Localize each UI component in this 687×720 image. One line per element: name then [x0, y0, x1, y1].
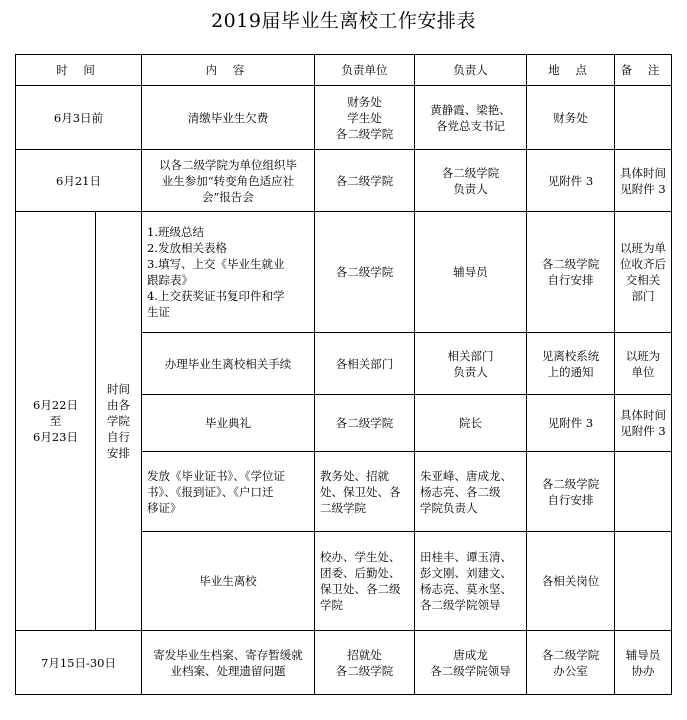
- text-line: 交相关: [625, 273, 661, 287]
- text-line: 位收齐后: [620, 257, 666, 271]
- note-cell: [615, 86, 672, 150]
- dept-cell: [315, 150, 415, 212]
- text-line: 各相关部门: [335, 356, 394, 371]
- text-line: 辅导员: [453, 265, 488, 279]
- text-line: 院长: [459, 416, 482, 430]
- note-cell: [615, 532, 672, 631]
- location-cell: [527, 452, 615, 532]
- text-line: 各相关岗位: [541, 574, 600, 588]
- table-row: [16, 86, 672, 150]
- header-time: 时 间: [16, 55, 142, 86]
- note-cell: [615, 452, 672, 532]
- text-line: 以各二级学院为单位组织毕: [159, 157, 297, 172]
- text-line: 各二级学院领导: [430, 663, 511, 678]
- header-location: 地 点: [527, 55, 615, 86]
- table-row: [16, 150, 672, 212]
- content-cell: [142, 452, 315, 532]
- content-cell: [142, 333, 315, 395]
- time-cell: 7月15日-30日: [16, 631, 142, 695]
- time-cell: 6月3日前: [16, 86, 142, 150]
- dept-cell: [315, 395, 415, 452]
- text-line: 6月22日: [33, 398, 78, 412]
- text-line: 书》、《报到证》、《户口迁: [147, 484, 274, 499]
- dept-cell: [315, 212, 415, 333]
- text-line: 自行安排: [547, 492, 594, 507]
- text-line: 生证: [147, 305, 170, 319]
- header-content: 内 容: [142, 55, 315, 86]
- text-line: 部门: [631, 289, 655, 303]
- text-line: 田桂丰、谭玉清、: [420, 550, 512, 564]
- text-line: 各二级学院领导: [420, 598, 501, 612]
- text-line: 2.发放相关表格: [147, 241, 227, 255]
- text-line: 协办: [631, 663, 655, 678]
- schedule-table: [15, 54, 672, 695]
- text-line: 见附件 3: [547, 173, 594, 188]
- text-line: 辅导员: [625, 647, 661, 662]
- text-line: 杨志亮、各二级: [420, 484, 501, 499]
- text-line: 负责人: [453, 364, 488, 379]
- table-row: [16, 631, 672, 695]
- person-cell: [415, 86, 527, 150]
- text-line: 移证》: [147, 500, 182, 515]
- text-line: 以班为单: [620, 241, 666, 255]
- content-cell: 清缴毕业生欠费: [142, 86, 315, 150]
- header-person: 负责人: [415, 55, 527, 86]
- text-line: 朱亚峰、唐成龙、: [420, 468, 512, 483]
- text-line: 财务处: [347, 94, 382, 109]
- text-line: 保卫处、各二级: [320, 582, 401, 596]
- text-line: 办理毕业生离校相关手续: [164, 356, 292, 371]
- person-cell: [415, 212, 527, 333]
- text-line: 各二级学院: [335, 265, 394, 279]
- content-cell: [142, 532, 315, 631]
- text-line: 见附件 3: [620, 424, 666, 438]
- dept-cell: [315, 631, 415, 695]
- note-cell: [615, 631, 672, 695]
- location-cell: [527, 333, 615, 395]
- page-title: 2019届毕业生离校工作安排表: [211, 10, 476, 32]
- content-cell: [142, 150, 315, 212]
- text-line: 彭文刚、刘建文、: [420, 566, 512, 580]
- text-line: 办公室: [553, 663, 588, 678]
- note-cell: [615, 212, 672, 333]
- text-line: 由各: [107, 398, 130, 412]
- text-line: 自行安排: [547, 273, 594, 287]
- text-line: 业档案、处理遗留问题: [170, 663, 286, 678]
- text-line: 会”报告会: [202, 189, 254, 204]
- location-cell: [527, 150, 615, 212]
- text-line: 以班为: [625, 348, 661, 363]
- header-note: 备 注: [615, 55, 672, 86]
- text-line: 各二级学院: [541, 476, 600, 491]
- text-line: 6月23日: [33, 430, 78, 444]
- content-cell: [142, 212, 315, 333]
- text-line: 1.班级总结: [147, 225, 204, 239]
- text-line: 见附件 3: [620, 181, 666, 196]
- text-line: 单位: [631, 364, 655, 379]
- text-line: 黄静霞、梁艳、: [430, 102, 511, 117]
- time-cell: 6月21日: [16, 150, 142, 212]
- text-line: 毕业生离校: [199, 574, 257, 588]
- text-line: 杨志亮、莫永坚、: [420, 582, 512, 596]
- location-cell: [527, 631, 615, 695]
- text-line: 安排: [107, 446, 130, 460]
- content-cell: [142, 631, 315, 695]
- text-line: 各党总支书记: [436, 118, 505, 133]
- text-line: 见离校系统: [541, 348, 600, 363]
- dept-cell: [315, 452, 415, 532]
- text-line: 具体时间: [620, 165, 666, 180]
- text-line: 至: [49, 414, 62, 428]
- text-line: 学院负责人: [420, 500, 478, 515]
- text-line: 寄发毕业生档案、寄存暂缓就: [153, 647, 303, 662]
- header-dept: 负责单位: [315, 55, 415, 86]
- text-line: 各二级学院: [335, 416, 394, 430]
- dept-cell: [315, 532, 415, 631]
- text-line: 上的通知: [547, 364, 594, 379]
- dept-cell: [315, 333, 415, 395]
- text-line: 唐成龙: [453, 647, 488, 662]
- note-cell: [615, 150, 672, 212]
- person-cell: [415, 395, 527, 452]
- text-line: 具体时间: [620, 408, 666, 422]
- text-line: 各二级学院: [335, 173, 394, 188]
- header-row: [16, 55, 672, 86]
- location-cell: [527, 532, 615, 631]
- text-line: 校办、学生处、: [320, 550, 401, 564]
- person-cell: [415, 631, 527, 695]
- location-cell: [527, 395, 615, 452]
- text-line: 处、保卫处、各: [320, 484, 401, 499]
- person-cell: [415, 333, 527, 395]
- location-cell: [527, 86, 615, 150]
- person-cell: [415, 452, 527, 532]
- text-line: 学院: [320, 598, 343, 612]
- text-line: 时间: [107, 382, 130, 396]
- text-line: 各二级学院: [541, 257, 600, 271]
- text-line: 自行: [107, 430, 130, 444]
- text-line: 业生参加“转变角色适应社: [161, 173, 295, 188]
- text-line: 发放《毕业证书》、《学位证: [147, 468, 285, 483]
- text-line: 4.上交获奖证书复印件和学: [147, 289, 285, 303]
- person-cell: [415, 532, 527, 631]
- text-line: 各二级学院: [335, 663, 394, 678]
- text-line: 二级学院: [320, 500, 366, 515]
- text-line: 相关部门: [447, 348, 494, 363]
- person-cell: [415, 150, 527, 212]
- group-subtime-cell: [96, 212, 142, 631]
- text-line: 招就处: [347, 647, 382, 662]
- text-line: 各二级学院: [541, 647, 600, 662]
- note-cell: [615, 395, 672, 452]
- text-line: 3.填写、上交《毕业生就业: [147, 257, 285, 271]
- text-line: 各二级学院: [441, 165, 500, 180]
- location-cell: [527, 212, 615, 333]
- text-line: 各二级学院: [335, 126, 394, 141]
- text-line: 负责人: [453, 181, 488, 196]
- note-cell: [615, 333, 672, 395]
- text-line: 财务处: [553, 110, 588, 125]
- text-line: 教务处、招就: [320, 468, 389, 483]
- group-time-cell: [16, 212, 96, 631]
- text-line: 毕业典礼: [205, 416, 251, 430]
- dept-cell: [315, 86, 415, 150]
- text-line: 学生处: [347, 110, 382, 125]
- text-line: 学院: [107, 414, 130, 428]
- content-cell: [142, 395, 315, 452]
- text-line: 见附件 3: [547, 416, 594, 430]
- text-line: 团委、后勤处、: [320, 566, 401, 580]
- text-line: 跟踪表》: [147, 273, 193, 287]
- table-row: [16, 212, 672, 333]
